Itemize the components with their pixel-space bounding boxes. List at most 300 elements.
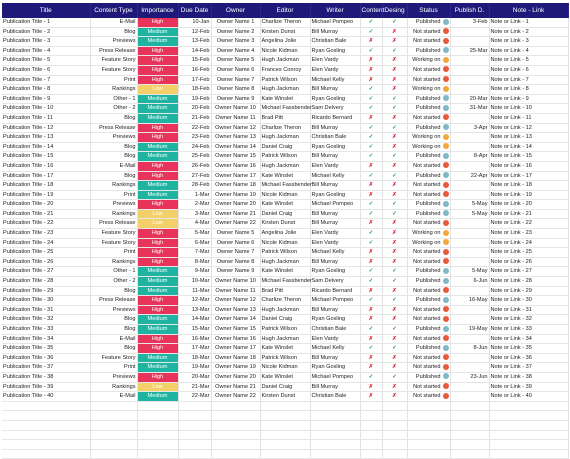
cell-design-check[interactable] [382, 209, 407, 219]
cell-publish-date[interactable] [450, 353, 489, 363]
empty-cell[interactable] [90, 411, 137, 421]
cell-importance[interactable]: Medium [137, 325, 178, 335]
cell-content-check[interactable] [360, 46, 382, 56]
cell-publish-date[interactable] [450, 219, 489, 229]
cell-publish-date[interactable]: 8-Jun [450, 344, 489, 354]
cell-title[interactable]: Publication Title - 25 [2, 248, 90, 258]
empty-cell[interactable] [137, 430, 178, 440]
cell-design-check[interactable] [382, 277, 407, 287]
cell-title[interactable]: Publication Title - 20 [2, 200, 90, 210]
cell-title[interactable]: Publication Title - 18 [2, 181, 90, 191]
cell-editor[interactable]: Hugh Jackman [260, 85, 310, 95]
empty-cell[interactable] [450, 449, 489, 459]
cell-status[interactable] [407, 219, 450, 229]
cell-owner[interactable]: Owner Name 14 [211, 315, 260, 325]
cell-content-type[interactable]: Other - 1 [90, 267, 137, 277]
empty-cell[interactable] [178, 449, 211, 459]
cell-owner[interactable]: Owner Name 9 [211, 267, 260, 277]
cell-title[interactable]: Publication Title - 9 [2, 94, 90, 104]
cell-design-check[interactable] [382, 75, 407, 85]
header-note-link[interactable]: Note - Link [489, 3, 568, 18]
empty-cell[interactable] [2, 420, 90, 430]
cell-publish-date[interactable]: 19-May [450, 325, 489, 335]
cell-writer[interactable]: Christian Bale [310, 392, 360, 402]
cell-content-check[interactable] [360, 219, 382, 229]
cell-content-check[interactable] [360, 257, 382, 267]
cell-note-link[interactable]: Note or Link - 19 [489, 190, 568, 200]
cell-status[interactable] [407, 18, 450, 27]
cell-importance[interactable]: High [137, 372, 178, 382]
cell-content-type[interactable]: Blog [90, 113, 137, 123]
cell-publish-date[interactable] [450, 286, 489, 296]
cell-note-link[interactable]: Note or Link - 21 [489, 209, 568, 219]
cell-design-check[interactable] [382, 363, 407, 373]
cell-status[interactable] [407, 286, 450, 296]
empty-cell[interactable] [382, 449, 407, 459]
cell-note-link[interactable]: Note or Link - 11 [489, 113, 568, 123]
header-design[interactable]: Desing [382, 3, 407, 18]
cell-importance[interactable]: High [137, 334, 178, 344]
cell-importance[interactable]: High [137, 305, 178, 315]
empty-cell[interactable] [489, 411, 568, 421]
cell-content-check[interactable] [360, 123, 382, 133]
cell-content-type[interactable]: Press Release [90, 219, 137, 229]
cell-design-check[interactable] [382, 229, 407, 239]
cell-due-date[interactable]: 1-Mar [178, 190, 211, 200]
cell-editor[interactable]: Charlize Theron [260, 18, 310, 27]
cell-status[interactable] [407, 113, 450, 123]
empty-cell[interactable] [489, 430, 568, 440]
cell-note-link[interactable]: Note or Link - 12 [489, 123, 568, 133]
cell-content-check[interactable] [360, 56, 382, 66]
cell-editor[interactable]: Brad Pitt [260, 113, 310, 123]
cell-due-date[interactable]: 26-Feb [178, 161, 211, 171]
empty-cell[interactable] [407, 430, 450, 440]
cell-note-link[interactable]: Note or Link - 35 [489, 344, 568, 354]
cell-due-date[interactable]: 14-Mar [178, 315, 211, 325]
cell-design-check[interactable] [382, 286, 407, 296]
cell-due-date[interactable]: 3-Mar [178, 209, 211, 219]
cell-writer[interactable]: Ryan Gosling [310, 315, 360, 325]
cell-due-date[interactable]: 10-Mar [178, 277, 211, 287]
cell-title[interactable]: Publication Title - 19 [2, 190, 90, 200]
cell-content-type[interactable]: Blog [90, 286, 137, 296]
empty-cell[interactable] [407, 420, 450, 430]
empty-cell[interactable] [360, 449, 382, 459]
cell-status[interactable] [407, 161, 450, 171]
cell-editor[interactable]: Kirsten Dunst [260, 219, 310, 229]
empty-cell[interactable] [137, 411, 178, 421]
cell-editor[interactable]: Hugh Jackman [260, 56, 310, 66]
cell-content-type[interactable]: Press Release [90, 123, 137, 133]
cell-content-check[interactable] [360, 392, 382, 402]
cell-note-link[interactable]: Note or Link - 4 [489, 46, 568, 56]
cell-writer[interactable]: Ryan Gosling [310, 46, 360, 56]
empty-cell[interactable] [310, 440, 360, 450]
header-editor[interactable]: Editor [260, 3, 310, 18]
cell-title[interactable]: Publication Title - 40 [2, 392, 90, 402]
cell-editor[interactable]: Nicole Kidman [260, 46, 310, 56]
cell-publish-date[interactable] [450, 238, 489, 248]
cell-design-check[interactable] [382, 334, 407, 344]
cell-publish-date[interactable] [450, 133, 489, 143]
cell-content-check[interactable] [360, 27, 382, 37]
cell-importance[interactable]: Medium [137, 152, 178, 162]
cell-publish-date[interactable] [450, 305, 489, 315]
cell-content-type[interactable]: Print [90, 190, 137, 200]
cell-writer[interactable]: Michael Pompeo [310, 296, 360, 306]
cell-title[interactable]: Publication Title - 6 [2, 65, 90, 75]
cell-owner[interactable]: Owner Name 8 [211, 85, 260, 95]
cell-importance[interactable]: Medium [137, 142, 178, 152]
cell-design-check[interactable] [382, 142, 407, 152]
cell-status[interactable] [407, 37, 450, 47]
empty-cell[interactable] [360, 440, 382, 450]
cell-title[interactable]: Publication Title - 26 [2, 257, 90, 267]
cell-note-link[interactable]: Note or Link - 10 [489, 104, 568, 114]
cell-title[interactable]: Publication Title - 21 [2, 209, 90, 219]
cell-publish-date[interactable] [450, 113, 489, 123]
cell-content-check[interactable] [360, 104, 382, 114]
empty-cell[interactable] [382, 430, 407, 440]
cell-status[interactable] [407, 104, 450, 114]
empty-cell[interactable] [2, 430, 90, 440]
cell-writer[interactable]: Ryan Gosling [310, 190, 360, 200]
cell-publish-date[interactable]: 3-Apr [450, 123, 489, 133]
cell-editor[interactable]: Patrick Wilson [260, 248, 310, 258]
cell-note-link[interactable]: Note or Link - 14 [489, 142, 568, 152]
cell-due-date[interactable]: 23-Feb [178, 133, 211, 143]
cell-note-link[interactable]: Note or Link - 38 [489, 372, 568, 382]
cell-title[interactable]: Publication Title - 2 [2, 27, 90, 37]
cell-content-type[interactable]: Blog [90, 152, 137, 162]
cell-content-type[interactable]: Previews [90, 37, 137, 47]
cell-note-link[interactable]: Note or Link - 8 [489, 85, 568, 95]
cell-importance[interactable]: High [137, 248, 178, 258]
cell-owner[interactable]: Owner Name 1 [211, 18, 260, 27]
cell-importance[interactable]: Medium [137, 267, 178, 277]
cell-due-date[interactable]: 16-Feb [178, 65, 211, 75]
cell-content-check[interactable] [360, 363, 382, 373]
cell-owner[interactable]: Owner Name 12 [211, 296, 260, 306]
cell-content-type[interactable]: E-Mail [90, 392, 137, 402]
header-publish-date[interactable]: Publish D. [450, 3, 489, 18]
cell-title[interactable]: Publication Title - 15 [2, 152, 90, 162]
empty-cell[interactable] [260, 401, 310, 411]
cell-importance[interactable]: High [137, 238, 178, 248]
cell-importance[interactable]: High [137, 296, 178, 306]
cell-title[interactable]: Publication Title - 16 [2, 161, 90, 171]
cell-content-type[interactable]: Feature Story [90, 56, 137, 66]
cell-editor[interactable]: Kate Winslet [260, 171, 310, 181]
empty-cell[interactable] [407, 440, 450, 450]
cell-design-check[interactable] [382, 190, 407, 200]
cell-title[interactable]: Publication Title - 22 [2, 219, 90, 229]
cell-importance[interactable]: High [137, 75, 178, 85]
cell-content-check[interactable] [360, 85, 382, 95]
cell-writer[interactable]: Bill Murray [310, 382, 360, 392]
cell-owner[interactable]: Owner Name 17 [211, 171, 260, 181]
empty-cell[interactable] [211, 440, 260, 450]
empty-cell[interactable] [178, 420, 211, 430]
cell-importance[interactable]: High [137, 133, 178, 143]
cell-content-check[interactable] [360, 113, 382, 123]
cell-importance[interactable]: Medium [137, 113, 178, 123]
cell-status[interactable] [407, 248, 450, 258]
cell-status[interactable] [407, 209, 450, 219]
cell-writer[interactable]: Bill Murray [310, 85, 360, 95]
cell-editor[interactable]: Michael Fassbender [260, 181, 310, 191]
cell-editor[interactable]: Kirsten Dunst [260, 392, 310, 402]
cell-design-check[interactable] [382, 46, 407, 56]
cell-editor[interactable]: Patrick Wilson [260, 152, 310, 162]
cell-content-check[interactable] [360, 65, 382, 75]
cell-owner[interactable]: Owner Name 17 [211, 344, 260, 354]
header-owner[interactable]: Owner [211, 3, 260, 18]
cell-content-type[interactable]: Rankings [90, 181, 137, 191]
cell-design-check[interactable] [382, 85, 407, 95]
cell-publish-date[interactable] [450, 315, 489, 325]
cell-importance[interactable]: Medium [137, 181, 178, 191]
cell-content-check[interactable] [360, 75, 382, 85]
cell-publish-date[interactable]: 16-May [450, 296, 489, 306]
cell-content-type[interactable]: Press Release [90, 46, 137, 56]
cell-design-check[interactable] [382, 372, 407, 382]
cell-note-link[interactable]: Note or Link - 17 [489, 171, 568, 181]
cell-due-date[interactable]: 27-Feb [178, 171, 211, 181]
cell-editor[interactable]: Michael Fassbender [260, 104, 310, 114]
cell-importance[interactable]: Medium [137, 392, 178, 402]
cell-content-check[interactable] [360, 267, 382, 277]
cell-publish-date[interactable]: 23-Jun [450, 372, 489, 382]
cell-content-type[interactable]: Blog [90, 325, 137, 335]
cell-note-link[interactable]: Note or Link - 24 [489, 238, 568, 248]
cell-content-type[interactable]: Feature Story [90, 353, 137, 363]
cell-content-type[interactable]: Rankings [90, 382, 137, 392]
cell-publish-date[interactable] [450, 363, 489, 373]
empty-cell[interactable] [407, 411, 450, 421]
empty-cell[interactable] [90, 430, 137, 440]
cell-owner[interactable]: Owner Name 6 [211, 65, 260, 75]
cell-title[interactable]: Publication Title - 33 [2, 325, 90, 335]
header-writer[interactable]: Writer [310, 3, 360, 18]
cell-content-type[interactable]: Print [90, 248, 137, 258]
empty-cell[interactable] [489, 420, 568, 430]
cell-writer[interactable]: Bill Murray [310, 152, 360, 162]
cell-title[interactable]: Publication Title - 31 [2, 305, 90, 315]
cell-note-link[interactable]: Note or Link - 3 [489, 37, 568, 47]
cell-importance[interactable]: High [137, 18, 178, 27]
header-title[interactable]: Title [2, 3, 90, 18]
cell-publish-date[interactable] [450, 382, 489, 392]
cell-title[interactable]: Publication Title - 12 [2, 123, 90, 133]
cell-content-check[interactable] [360, 161, 382, 171]
cell-content-check[interactable] [360, 238, 382, 248]
cell-owner[interactable]: Owner Name 11 [211, 286, 260, 296]
cell-status[interactable] [407, 334, 450, 344]
cell-due-date[interactable]: 14-Feb [178, 46, 211, 56]
cell-writer[interactable]: Christian Bale [310, 325, 360, 335]
cell-due-date[interactable]: 25-Feb [178, 152, 211, 162]
cell-importance[interactable]: High [137, 229, 178, 239]
cell-status[interactable] [407, 46, 450, 56]
cell-design-check[interactable] [382, 238, 407, 248]
cell-content-type[interactable]: Rankings [90, 257, 137, 267]
cell-due-date[interactable]: 22-Feb [178, 123, 211, 133]
cell-importance[interactable]: Medium [137, 190, 178, 200]
empty-cell[interactable] [137, 449, 178, 459]
cell-status[interactable] [407, 363, 450, 373]
cell-writer[interactable]: Bill Murray [310, 27, 360, 37]
cell-design-check[interactable] [382, 94, 407, 104]
cell-writer[interactable]: Elen Vardy [310, 229, 360, 239]
cell-owner[interactable]: Owner Name 12 [211, 123, 260, 133]
empty-cell[interactable] [450, 430, 489, 440]
cell-title[interactable]: Publication Title - 1 [2, 18, 90, 27]
cell-design-check[interactable] [382, 219, 407, 229]
cell-editor[interactable]: Frances Conroy [260, 65, 310, 75]
cell-editor[interactable]: Hugh Jackman [260, 133, 310, 143]
cell-title[interactable]: Publication Title - 30 [2, 296, 90, 306]
cell-importance[interactable]: High [137, 46, 178, 56]
cell-status[interactable] [407, 133, 450, 143]
cell-note-link[interactable]: Note or Link - 37 [489, 363, 568, 373]
cell-status[interactable] [407, 372, 450, 382]
cell-status[interactable] [407, 85, 450, 95]
cell-writer[interactable]: Michael Kelly [310, 344, 360, 354]
cell-content-type[interactable]: E-Mail [90, 18, 137, 27]
cell-writer[interactable]: Elen Vardy [310, 238, 360, 248]
cell-status[interactable] [407, 382, 450, 392]
cell-writer[interactable]: Christian Bale [310, 133, 360, 143]
cell-note-link[interactable]: Note or Link - 33 [489, 325, 568, 335]
empty-cell[interactable] [450, 420, 489, 430]
cell-due-date[interactable]: 21-Mar [178, 382, 211, 392]
cell-title[interactable]: Publication Title - 14 [2, 142, 90, 152]
cell-content-check[interactable] [360, 382, 382, 392]
cell-content-type[interactable]: Blog [90, 171, 137, 181]
cell-status[interactable] [407, 200, 450, 210]
cell-owner[interactable]: Owner Name 15 [211, 152, 260, 162]
cell-status[interactable] [407, 257, 450, 267]
cell-importance[interactable]: Medium [137, 353, 178, 363]
cell-importance[interactable]: Medium [137, 315, 178, 325]
cell-design-check[interactable] [382, 315, 407, 325]
cell-content-check[interactable] [360, 248, 382, 258]
cell-owner[interactable]: Owner Name 2 [211, 27, 260, 37]
cell-owner[interactable]: Owner Name 22 [211, 219, 260, 229]
cell-importance[interactable]: Medium [137, 277, 178, 287]
cell-content-check[interactable] [360, 344, 382, 354]
cell-design-check[interactable] [382, 305, 407, 315]
cell-importance[interactable]: High [137, 56, 178, 66]
cell-content-type[interactable]: Other - 1 [90, 94, 137, 104]
cell-content-check[interactable] [360, 372, 382, 382]
cell-due-date[interactable]: 28-Feb [178, 181, 211, 191]
cell-note-link[interactable]: Note or Link - 20 [489, 200, 568, 210]
cell-title[interactable]: Publication Title - 37 [2, 363, 90, 373]
cell-status[interactable] [407, 181, 450, 191]
cell-due-date[interactable]: 7-Mar [178, 248, 211, 258]
cell-importance[interactable]: Medium [137, 27, 178, 37]
cell-content-type[interactable]: Other - 2 [90, 104, 137, 114]
cell-publish-date[interactable]: 5-May [450, 200, 489, 210]
cell-status[interactable] [407, 392, 450, 402]
cell-owner[interactable]: Owner Name 16 [211, 161, 260, 171]
cell-importance[interactable]: Medium [137, 363, 178, 373]
cell-writer[interactable]: Bill Murray [310, 181, 360, 191]
cell-note-link[interactable]: Note or Link - 26 [489, 257, 568, 267]
cell-writer[interactable]: Michael Pompeo [310, 18, 360, 27]
empty-cell[interactable] [90, 401, 137, 411]
cell-due-date[interactable]: 24-Feb [178, 142, 211, 152]
cell-due-date[interactable]: 11-Mar [178, 286, 211, 296]
cell-title[interactable]: Publication Title - 29 [2, 286, 90, 296]
cell-design-check[interactable] [382, 296, 407, 306]
cell-title[interactable]: Publication Title - 5 [2, 56, 90, 66]
cell-publish-date[interactable] [450, 65, 489, 75]
cell-note-link[interactable]: Note or Link - 25 [489, 248, 568, 258]
cell-writer[interactable]: Bill Murray [310, 219, 360, 229]
cell-note-link[interactable]: Note or Link - 36 [489, 353, 568, 363]
cell-owner[interactable]: Owner Name 20 [211, 200, 260, 210]
cell-title[interactable]: Publication Title - 13 [2, 133, 90, 143]
cell-content-type[interactable]: Blog [90, 142, 137, 152]
cell-content-type[interactable]: Blog [90, 315, 137, 325]
cell-title[interactable]: Publication Title - 3 [2, 37, 90, 47]
cell-title[interactable]: Publication Title - 32 [2, 315, 90, 325]
cell-owner[interactable]: Owner Name 14 [211, 142, 260, 152]
empty-cell[interactable] [90, 440, 137, 450]
cell-publish-date[interactable] [450, 190, 489, 200]
cell-status[interactable] [407, 27, 450, 37]
cell-design-check[interactable] [382, 248, 407, 258]
cell-note-link[interactable]: Note or Link - 28 [489, 277, 568, 287]
cell-status[interactable] [407, 56, 450, 66]
cell-due-date[interactable]: 17-Mar [178, 344, 211, 354]
cell-owner[interactable]: Owner Name 4 [211, 46, 260, 56]
cell-status[interactable] [407, 190, 450, 200]
empty-cell[interactable] [450, 440, 489, 450]
empty-cell[interactable] [2, 440, 90, 450]
cell-owner[interactable]: Owner Name 5 [211, 229, 260, 239]
empty-cell[interactable] [360, 411, 382, 421]
cell-design-check[interactable] [382, 392, 407, 402]
cell-design-check[interactable] [382, 267, 407, 277]
empty-cell[interactable] [407, 449, 450, 459]
cell-design-check[interactable] [382, 161, 407, 171]
cell-note-link[interactable]: Note or Link - 32 [489, 315, 568, 325]
cell-note-link[interactable]: Note or Link - 31 [489, 305, 568, 315]
cell-note-link[interactable]: Note or Link - 6 [489, 65, 568, 75]
cell-importance[interactable]: Medium [137, 286, 178, 296]
cell-content-type[interactable]: Print [90, 75, 137, 85]
header-due-date[interactable]: Due Date [178, 3, 211, 18]
cell-owner[interactable]: Owner Name 21 [211, 382, 260, 392]
empty-cell[interactable] [260, 420, 310, 430]
empty-cell[interactable] [2, 449, 90, 459]
cell-publish-date[interactable]: 6-Jun [450, 277, 489, 287]
cell-note-link[interactable]: Note or Link - 29 [489, 286, 568, 296]
cell-due-date[interactable]: 8-Mar [178, 257, 211, 267]
cell-writer[interactable]: Sam Delvery [310, 104, 360, 114]
empty-cell[interactable] [310, 411, 360, 421]
cell-publish-date[interactable] [450, 248, 489, 258]
cell-publish-date[interactable]: 8-Apr [450, 152, 489, 162]
cell-owner[interactable]: Owner Name 21 [211, 209, 260, 219]
cell-owner[interactable]: Owner Name 20 [211, 372, 260, 382]
cell-content-check[interactable] [360, 181, 382, 191]
